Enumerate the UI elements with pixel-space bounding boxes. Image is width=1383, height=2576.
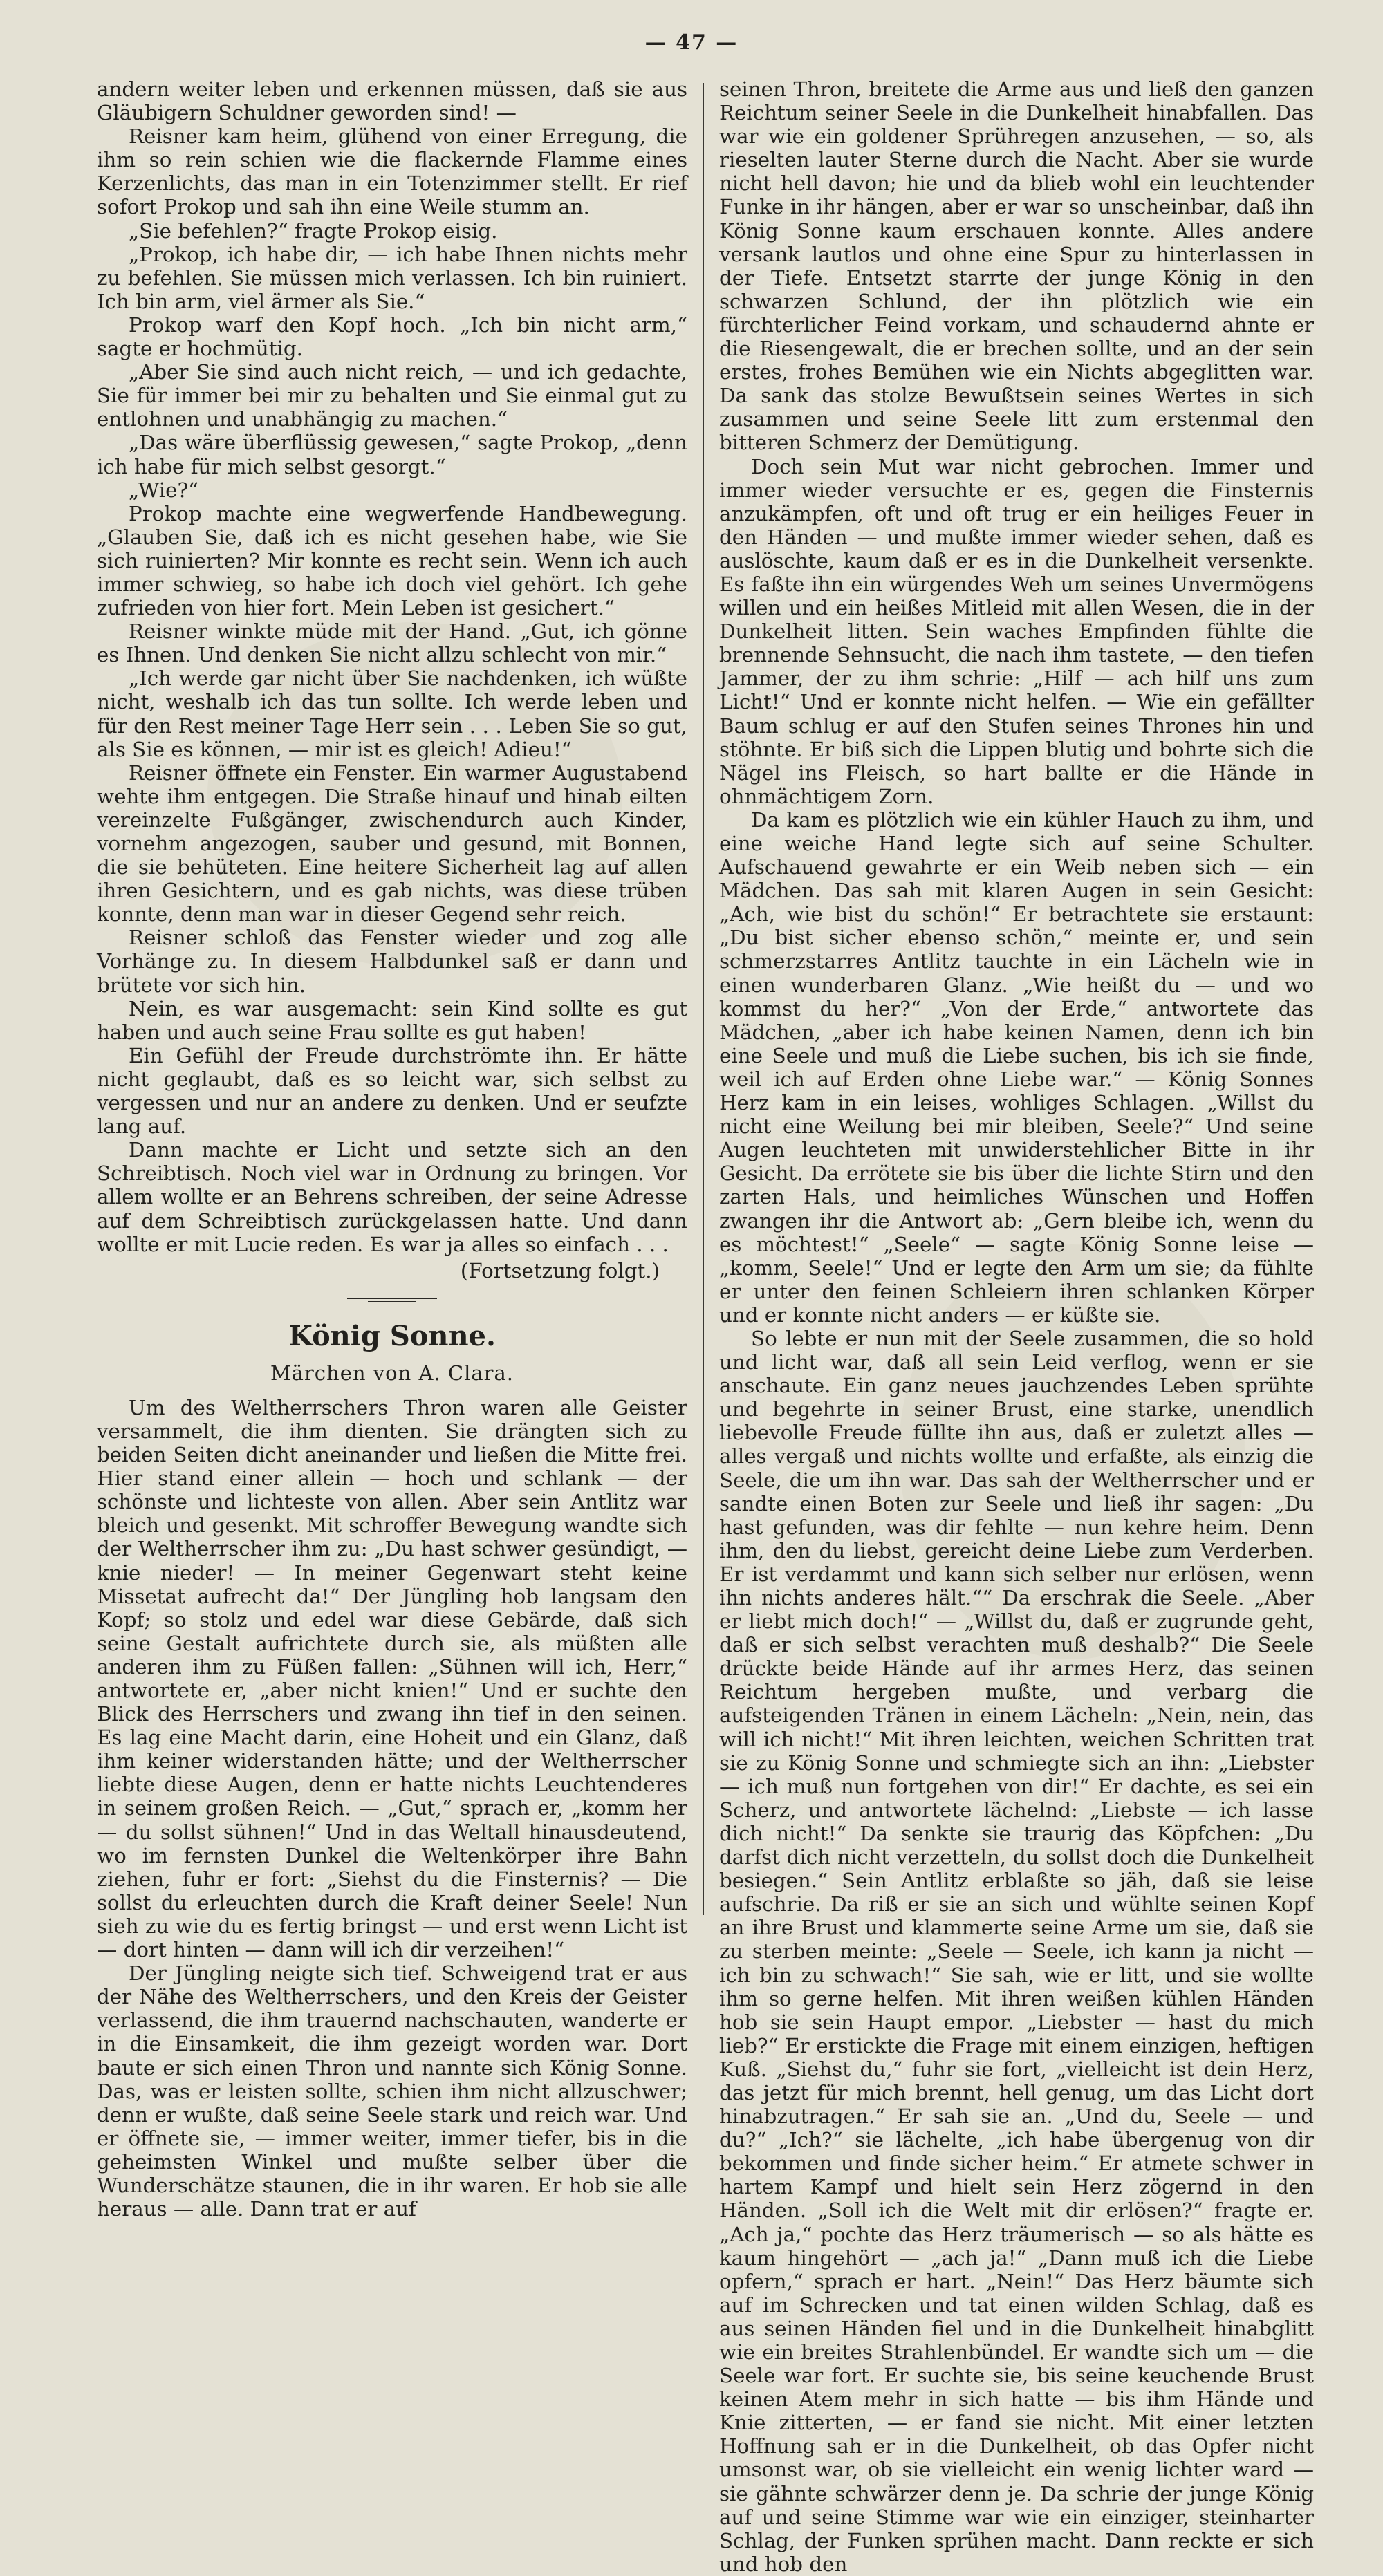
left-column-text <box>97 77 687 1256</box>
page-number: — 47 — <box>644 30 739 55</box>
paragraph: Ein Gefühl der Freude durchströmte ihn. Er hätte nicht geglaubt, daß es so leicht war, sich selbst zu vergessen und nur an andere zu denken. Und er seufzte lang auf. <box>97 1043 687 1139</box>
paragraph: Prokop machte eine wegwerfende Handbewegung. „Glauben Sie, daß ich es nicht gesehen habe, wie Sie sich ruinierten? Mir konnte es recht sein. Wenn ich auch immer schwieg, so habe ich doch viel gehört. Ich gehe zufrieden von hier fort. Mein Leben ist gesichert.“ <box>97 501 687 620</box>
paragraph: Doch sein Mut war nicht gebrochen. Immer und immer wieder versuchte er es, gegen die Finsternis anzukämpfen, oft und oft trug er ein heiliges Feuer in den Händen — und mußte immer wieder sehen, daß es auslöschte, kaum daß er es in die Dunkelheit versenkte. Es faßte ihn ein würgendes Weh um seines Unvermögens willen und ein heißes Mitleid mit allen Wesen, die in der Dunkelheit litten. Sein waches Empfinden fühlte die brennende Sehnsucht, die nach ihm tastete, — den tiefen Jammer, der zu ihm schrie: „Hilf — ach hilf uns zum Licht!“ Und er konnte nicht helfen. — Wie ein gefällter Baum schlug er auf den Stufen seines Thrones hin und stöhnte. Er biß sich die Lippen blutig und bohrte sich die Nägel ins Fleisch, so hart ballte er die Hände in ohnmächtigem Zorn. <box>719 454 1314 808</box>
paragraph: „Wie?“ <box>129 478 199 502</box>
column-divider <box>703 83 704 1915</box>
continuation-note: (Fortsetzung folgt.) <box>460 1258 660 1282</box>
paragraph: Prokop warf den Kopf hoch. „Ich bin nicht arm,“ sagte er hochmütig. <box>97 312 687 361</box>
paragraph: „Prokop, ich habe dir, — ich habe Ihnen nichts mehr zu befehlen. Sie müssen mich verlassen. Ich bin ruiniert. Ich bin arm, viel ärmer als Sie.“ <box>97 242 687 313</box>
story-title: König Sonne. <box>288 1319 496 1352</box>
paragraph: Reisner kam heim, glühend von einer Erregung, die ihm so rein schien wie die flackernde Flamme eines Kerzenlichts, das man in ein Totenzimmer stellt. Er rief sofort Prokop und sah ihn eine Weile stumm an. <box>97 124 687 219</box>
paragraph: Reisner öffnete ein Fenster. Ein warmer Augustabend wehte ihm entgegen. Die Straße hinauf und hinab eilten vereinzelte Fußgänger, zwischendurch auch Kinder, vornehm angezogen, sauber und gesund, mit Bonnen, die sie behüteten. Eine heitere Sicherheit lag auf allen ihren Gesichtern, und es gab nichts, was diese trüben konnte, denn man war in dieser Gegend sehr reich. <box>97 760 687 926</box>
story-subtitle: Märchen von A. Clara. <box>270 1361 514 1385</box>
paragraph: seinen Thron, breitete die Arme aus und ließ den ganzen Reichtum seiner Seele in die Dunkelheit hinabfallen. Das war wie ein goldener Sprühregen anzusehen, — so, als rieselten lauter Sterne durch die Nacht. Aber sie wurde nicht hell davon; hie und da blieb wohl ein leuchtender Funke in ihr hängen, aber er war so unscheinbar, daß ihn König Sonne kaum erschauen konnte. Alles andere versank lautlos und ohne eine Spur zu hinterlassen in der Tiefe. Entsetzt starrte der junge König in den schwarzen Schlund, der ihn plötzlich wie ein fürchterlicher Feind vorkam, und schaudernd ahnte er die Riesengewalt, die er brechen sollte, und an der sein erstes, frohes Bemühen wie ein Nichts abgeglitten war. Da sank das stolze Bewußtsein seines Wertes in sich zusammen und seine Seele litt zum erstenmal den bitteren Schmerz der Demütigung. <box>719 77 1314 455</box>
paragraph: „Sie befehlen?“ fragte Prokop eisig. <box>129 218 498 243</box>
right-column <box>719 77 1314 2576</box>
story-text <box>97 1396 687 2221</box>
paragraph: andern weiter leben und erkennen müssen, daß sie aus Gläubigern Schuldner geworden sind! — <box>97 77 687 125</box>
paragraph: Da kam es plötzlich wie ein kühler Hauch zu ihm, und eine weiche Hand legte sich auf seine Schulter. Aufschauend gewahrte er ein Weib neben sich — ein Mädchen. Das sah mit klaren Augen in sein Gesicht: „Ach, wie bist du schön!“ Er betrachtete sie erstaunt: „Du bist sicher ebenso schön,“ meinte er, und sein schmerzstarres Antlitz tauchte in ein Lächeln wie in einen wunderbaren Glanz. „Wie heißt du — und wo kommst du her?“ „Von der Erde,“ antwortete das Mädchen, „aber ich habe keinen Namen, denn ich bin eine Seele und muß die Liebe suchen, bis ich sie finde, weil ich auf Erden ohne Liebe war.“ — König Sonnes Herz kam in ein leises, wohliges Schlagen. „Willst du nicht eine Weilung bei mir bleiben, Seele?“ Und seine Augen leuchteten mit unwiderstehlicher Bitte in ihr Gesicht. Da errötete sie bis über die lichte Stirn und den zarten Hals, und heimliches Wünschen und Hoffen zwangen ihr die Antwort ab: „Gern bleibe ich, wenn du es möchtest!“ „Seele“ — sagte König Sonne leise — „komm, Seele!“ Und er legte den Arm um sie; da fühlte er unter den feinen Schleiern ihren schlanken Körper und er konnte nicht anders — er küßte sie. <box>719 808 1314 1327</box>
paragraph: Reisner schloß das Fenster wieder und zog alle Vorhänge zu. In diesem Halbdunkel saß er dann und brütete vor sich hin. <box>97 926 687 997</box>
paragraph: Nein, es war ausgemacht: sein Kind sollte es gut haben und auch seine Frau sollte es gut haben! <box>97 996 687 1044</box>
paragraph: „Ich werde gar nicht über Sie nachdenken, ich wüßte nicht, weshalb ich das tun sollte. Ich werde leben und für den Rest meiner Tage Herr sein . . . Leben Sie so gut, als Sie es können, — mir ist es gleich! Adieu!“ <box>97 666 687 761</box>
paragraph: Dann machte er Licht und setzte sich an den Schreibtisch. Noch viel war in Ordnung zu bringen. Vor allem wollte er an Behrens schreiben, der seine Adresse auf dem Schreibtisch zurückgelassen hatte. Und dann wollte er mit Lucie reden. Es war ja alles so einfach . . . <box>97 1138 687 1256</box>
right-column-text <box>719 77 1314 2576</box>
article-separator <box>347 1298 437 1303</box>
paragraph: „Das wäre überflüssig gewesen,“ sagte Prokop, „denn ich habe für mich selbst gesorgt.“ <box>97 431 687 478</box>
paragraph: So lebte er nun mit der Seele zusammen, die so hold und licht war, daß all sein Leid verflog, wenn er sie anschaute. Ein ganz neues jauchzendes Leben sprühte und begehrte in seiner Brust, eine starke, unendlich liebevolle Freude füllte ihn aus, daß er zuletzt alles — alles vergaß und nichts wollte und erfaßte, als einzig die Seele, die um ihn war. Das sah der Weltherrscher und er sandte einen Boten zur Seele und ließ ihr sagen: „Du hast gefunden, was dir fehlte — nun kehre heim. Denn ihm, den du liebst, gereicht deine Liebe zum Verderben. Er ist verdammt und kann sich selber nur erlösen, wenn ihn nichts anderes hält.““ Da erschrak die Seele. „Aber er liebt mich doch!“ — „Willst du, daß er zugrunde geht, daß er sich selbst verachten muß deshalb?“ Die Seele drückte beide Hände auf ihr armes Herz, das seinen Reichtum hergeben mußte, und verbarg die aufsteigenden Tränen in einem Lächeln: „Nein, nein, das will ich nicht!“ Mit ihren leichten, weichen Schritten trat sie zu König Sonne und schmiegte sich an ihn: „Liebster — ich muß nun fortgehen von dir!“ Er dachte, es sei ein Scherz, und antwortete lächelnd: „Liebste — ich lasse dich nicht!“ Da senkte sie traurig das Köpfchen: „Du darfst dich nicht verzetteln, du sollst doch die Dunkelheit besiegen.“ Sein Antlitz erblaßte so jäh, daß sie leise aufschrie. Da riß er sie an sich und wühlte seinen Kopf an ihre Brust und klammerte seine Arme um sie, daß sie zu sterben meinte: „Seele — Seele, ich kann ja nicht — ich bin zu schwach!“ Sie sah, wie er litt, und sie wollte ihm so gerne helfen. Mit ihren weißen kühlen Händen hob sie sein Haupt empor. „Liebster — hast du mich lieb?“ Er erstickte die Frage mit einem einzigen, heftigen Kuß. „Siehst du,“ fuhr sie fort, „vielleicht ist dein Herz, das jetzt für mich brennt, hell genug, um das Licht dort hinabzutragen.“ Er sah sie an. „Und du, Seele — und du?“ „Ich?“ sie lächelte, „ich habe übergenug von dir bekommen und finde sicher heim.“ Er atmete schwer in hartem Kampf und hielt sein Herz zögernd in den Händen. „Soll ich die Welt mit dir erlösen?“ fragte er. „Ach ja,“ pochte das Herz träumerisch — so als hätte es kaum hingehört — „ach ja!“ „Dann muß ich die Liebe opfern,“ sprach er hart. „Nein!“ Das Herz bäumte sich auf im Schrecken und tat einen wilden Schlag, daß es aus seinen Händen fiel und in die Dunkelheit hinabglitt wie ein breites Strahlenbündel. Er wandte sich um — die Seele war fort. Er suchte sie, bis seine keuchende Brust keinen Atem mehr in sich hatte — bis ihm Hände und Knie zitterten, — er fand sie nicht. Mit einer letzten Hoffnung sah er in die Dunkelheit, ob das Opfer nicht umsonst war, ob sie vielleicht ein wenig lichter ward — sie gähnte schwärzer denn je. Da schrie der junge König auf und seine Stimme war wie ein einziger, steinharter Schlag, der Funken sprühen macht. Dann reckte er sich und hob den <box>719 1326 1314 2576</box>
paragraph: Um des Weltherrschers Thron waren alle Geister versammelt, die ihm dienten. Sie drängten sich zu beiden Seiten dicht aneinander und ließen die Mitte frei. Hier stand einer allein — hoch und schlank — der schönste und lichteste von allen. Aber sein Antlitz war bleich und gesenkt. Mit schroffer Bewegung wandte sich der Weltherrscher ihm zu: „Du hast schwer gesündigt, — knie nieder! — In meiner Gegenwart steht keine Missetat aufrecht da!“ Der Jüngling hob langsam den Kopf; so stolz und edel war diese Gebärde, daß sich seine Gestalt aufrichtete durch sie, als müßten alle anderen ihm zu Füßen fallen: „Sühnen will ich, Herr,“ antwortete er, „aber nicht knien!“ Und er suchte den Blick des Herrschers und zwang ihn tief in den seinen. Es lag eine Macht darin, eine Hoheit und ein Glanz, daß ihm keiner widerstanden hätte; und der Weltherrscher liebte diese Augen, denn er hatte nichts Leuchtenderes in seinem großen Reich. — „Gut,“ sprach er, „komm her — du sollst sühnen!“ Und in das Weltall hinausdeutend, wo im fernsten Dunkel die Weltenkörper ihre Bahn ziehen, fuhr er fort: „Siehst du die Finsternis? — Die sollst du erleuchten durch die Kraft deiner Seele! Nun sieh zu wie du es fertig bringst — und erst wenn Licht ist — dort hinten — dann will ich dir verzeihen!“ <box>97 1395 687 1962</box>
left-column <box>97 77 687 2221</box>
paragraph: Der Jüngling neigte sich tief. Schweigend trat er aus der Nähe des Weltherrschers, und den Kreis der Geister verlassend, die ihm trauernd nachschauten, wanderte er in die Einsamkeit, die ihm gezeigt worden war. Dort baute er sich einen Thron und nannte sich König Sonne. Das, was er leisten sollte, schien ihm nicht allzuschwer; denn er wußte, daß seine Seele stark und reich war. Und er öffnete sie, — immer weiter, immer tiefer, bis in die geheimsten Winkel und mußte selber über die Wunderschätze staunen, die in ihr waren. Er hob sie alle heraus — alle. Dann trat er auf <box>97 1961 687 2221</box>
paragraph: „Aber Sie sind auch nicht reich, — und ich gedachte, Sie für immer bei mir zu behalten und Sie einmal gut zu entlohnen und unabhängig zu machen.“ <box>97 360 687 431</box>
paragraph: Reisner winkte müde mit der Hand. „Gut, ich gönne es Ihnen. Und denken Sie nicht allzu schlecht von mir.“ <box>97 619 687 667</box>
